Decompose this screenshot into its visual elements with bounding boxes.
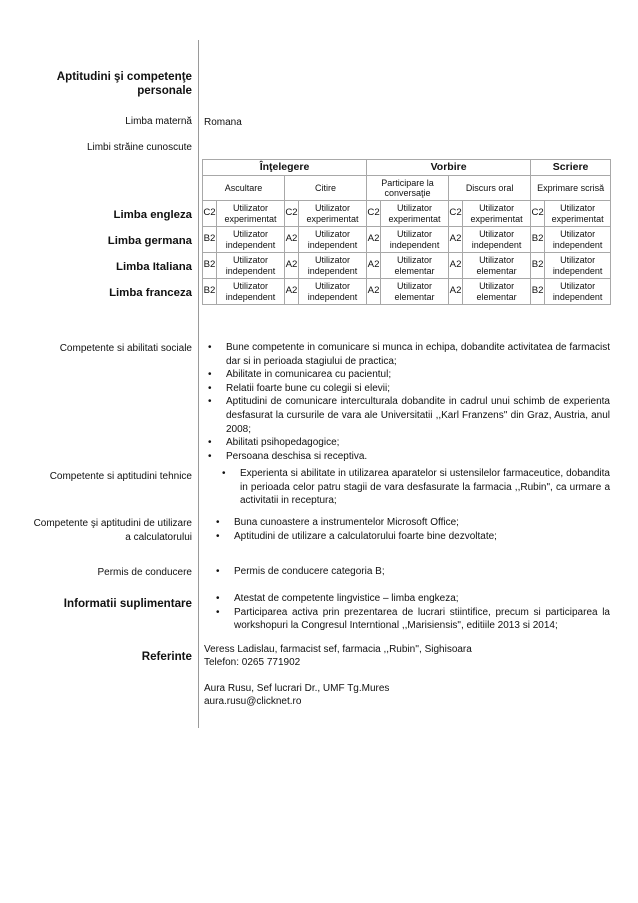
list-item-text: Buna cunoastere a instrumentelor Microsoft Office;: [234, 517, 459, 528]
list-item: [204, 450, 610, 464]
bullet-icon: •: [208, 396, 212, 408]
level-cell: C2: [203, 201, 217, 227]
subheader-production: Discurs oral: [449, 176, 531, 201]
level-cell: A2: [285, 279, 299, 305]
reference-line: Aura Rusu, Sef lucrari Dr., UMF Tg.Mures: [204, 683, 390, 694]
level-desc: Utilizator independent: [217, 279, 285, 305]
language-name-german: Limba germana: [107, 235, 192, 247]
bullet-icon: •: [216, 593, 220, 604]
technical-skills-label: Competente si aptitudini tehnice: [49, 471, 192, 482]
level-desc: Utilizator independent: [299, 253, 367, 279]
bullet-icon: •: [208, 450, 212, 462]
mother-tongue-label: Limba maternă: [125, 116, 192, 127]
level-desc: Utilizator experimentat: [463, 201, 531, 227]
reference-line: aura.rusu@clicknet.ro: [204, 696, 302, 707]
list-item-text: Bune competente in comunicare si munca in echipa, dobandite activitatea de farmacist dar si in perioada stagiului de practica;: [226, 342, 610, 367]
level-desc: Utilizator independent: [299, 279, 367, 305]
list-item: [212, 592, 610, 606]
list-item: [218, 467, 610, 508]
list-item: [204, 395, 610, 436]
level-desc: Utilizator experimentat: [217, 201, 285, 227]
section-title-line1: Aptitudini şi competenţe: [56, 70, 192, 83]
bullet-icon: •: [216, 566, 220, 577]
level-cell: B2: [203, 253, 217, 279]
reference-line: Telefon: 0265 771902: [204, 657, 301, 668]
reference-line: Veress Ladislau, farmacist sef, farmacia ,,Rubin'', Sighisoara: [204, 644, 472, 655]
list-item-text: Atestat de competente lingvistice – limba engkeza;: [234, 593, 459, 604]
header-writing: Scriere: [531, 160, 611, 176]
bullet-icon: •: [208, 437, 212, 449]
bullet-icon: •: [216, 606, 220, 618]
level-cell: B2: [531, 227, 545, 253]
bullet-icon: •: [208, 369, 212, 381]
level-desc: Utilizator elementar: [381, 279, 449, 305]
technical-skills-list: [218, 467, 610, 508]
level-cell: C2: [285, 201, 299, 227]
level-desc: Utilizator elementar: [381, 253, 449, 279]
list-item: [212, 565, 610, 579]
list-item: [204, 368, 610, 382]
language-row-english: [203, 201, 611, 227]
subheader-interaction: Participare la conversaţie: [367, 176, 449, 201]
additional-info-list: [212, 592, 610, 633]
level-cell: C2: [449, 201, 463, 227]
level-cell: A2: [449, 227, 463, 253]
computer-skills-list: [212, 516, 610, 543]
language-table-header-row: [203, 160, 611, 176]
section-title-line2: personale: [137, 84, 192, 97]
level-cell: A2: [285, 253, 299, 279]
bullet-icon: •: [208, 342, 212, 353]
level-desc: Utilizator independent: [463, 227, 531, 253]
mother-tongue-value: Romana: [204, 117, 242, 128]
list-item: [204, 436, 610, 450]
header-speaking: Vorbire: [367, 160, 531, 176]
foreign-languages-label: Limbi străine cunoscute: [86, 142, 192, 153]
level-desc: Utilizator independent: [217, 253, 285, 279]
list-item-text: Experienta si abilitate in utilizarea aparatelor si ustensilelor farmaceutice, dobandita in perioada celor patru stagii de vara desfasurate la farmacia ,,Rubin", ca urmare a activitatii in receptura;: [240, 468, 610, 507]
level-cell: C2: [367, 201, 381, 227]
subheader-reading: Citire: [285, 176, 367, 201]
level-cell: A2: [367, 253, 381, 279]
additional-info-label: Informatii suplimentare: [63, 597, 192, 610]
level-desc: Utilizator elementar: [463, 253, 531, 279]
language-name-french: Limba franceza: [109, 287, 192, 299]
computer-skills-label-line2: a calculatorului: [125, 532, 192, 543]
level-desc: Utilizator independent: [545, 227, 611, 253]
list-item-text: Aptitudini de utilizare a calculatorului foarte bine dezvoltate;: [234, 530, 497, 542]
language-table-subheader-row: [203, 176, 611, 201]
level-desc: Utilizator independent: [299, 227, 367, 253]
list-item-text: Abilitati psihopedagogice;: [226, 437, 340, 449]
column-divider: [198, 40, 199, 728]
computer-skills-label-line1: Competente şi aptitudini de utilizare: [33, 518, 192, 529]
list-item-text: Aptitudini de comunicare interculturala dobandite in cadrul unui schimb de experienta desfasurat la cursurile de vara ale Universitatii ,,Karl Franzens'' din Graz, Austria, anul 2008;: [226, 396, 610, 435]
language-name-italian: Limba Italiana: [116, 261, 192, 273]
computer-skills-label: [34, 517, 192, 545]
list-item: [212, 530, 610, 544]
level-desc: Utilizator elementar: [463, 279, 531, 305]
driving-license-label: Permis de conducere: [97, 567, 192, 578]
level-desc: Utilizator independent: [381, 227, 449, 253]
level-desc: Utilizator experimentat: [299, 201, 367, 227]
language-row-french: [203, 279, 611, 305]
list-item-text: Relatii foarte bune cu colegii si elevii;: [226, 382, 390, 394]
level-cell: A2: [449, 279, 463, 305]
section-title: [57, 70, 192, 98]
social-skills-label: Competente si abilitati sociale: [59, 343, 192, 354]
language-name-english: Limba engleza: [113, 209, 192, 221]
level-cell: B2: [203, 227, 217, 253]
list-item-text: Permis de conducere categoria B;: [234, 566, 385, 577]
list-item-text: Persoana deschisa si receptiva.: [226, 450, 368, 462]
header-understanding: Înţelegere: [203, 160, 367, 176]
driving-license-list: [212, 565, 610, 579]
bullet-icon: •: [208, 382, 212, 394]
list-item-text: Abilitate in comunicarea cu pacientul;: [226, 369, 392, 381]
bullet-icon: •: [222, 468, 226, 479]
references-label: Referinte: [141, 650, 192, 663]
list-item: [204, 382, 610, 396]
language-row-german: [203, 227, 611, 253]
language-row-italian: [203, 253, 611, 279]
bullet-icon: •: [216, 530, 220, 542]
list-item: [204, 341, 610, 368]
level-cell: C2: [531, 201, 545, 227]
level-desc: Utilizator experimentat: [381, 201, 449, 227]
level-cell: A2: [285, 227, 299, 253]
list-item-text: Participarea activa prin prezentarea de lucrari stiintifice, precum si participarea la workshopuri la Congresul Interntional ,,Marisiensis", editiile 2013 si 2014;: [234, 606, 610, 632]
level-desc: Utilizator independent: [217, 227, 285, 253]
list-item: [212, 606, 610, 633]
level-cell: A2: [367, 227, 381, 253]
level-cell: A2: [367, 279, 381, 305]
level-cell: B2: [531, 253, 545, 279]
level-desc: Utilizator independent: [545, 253, 611, 279]
bullet-icon: •: [216, 517, 220, 528]
level-desc: Utilizator independent: [545, 279, 611, 305]
social-skills-list: [204, 341, 610, 463]
subheader-listening: Ascultare: [203, 176, 285, 201]
language-table: [202, 159, 611, 305]
level-cell: B2: [203, 279, 217, 305]
level-cell: A2: [449, 253, 463, 279]
level-cell: B2: [531, 279, 545, 305]
subheader-writing: Exprimare scrisă: [531, 176, 611, 201]
level-desc: Utilizator experimentat: [545, 201, 611, 227]
list-item: [212, 516, 610, 530]
